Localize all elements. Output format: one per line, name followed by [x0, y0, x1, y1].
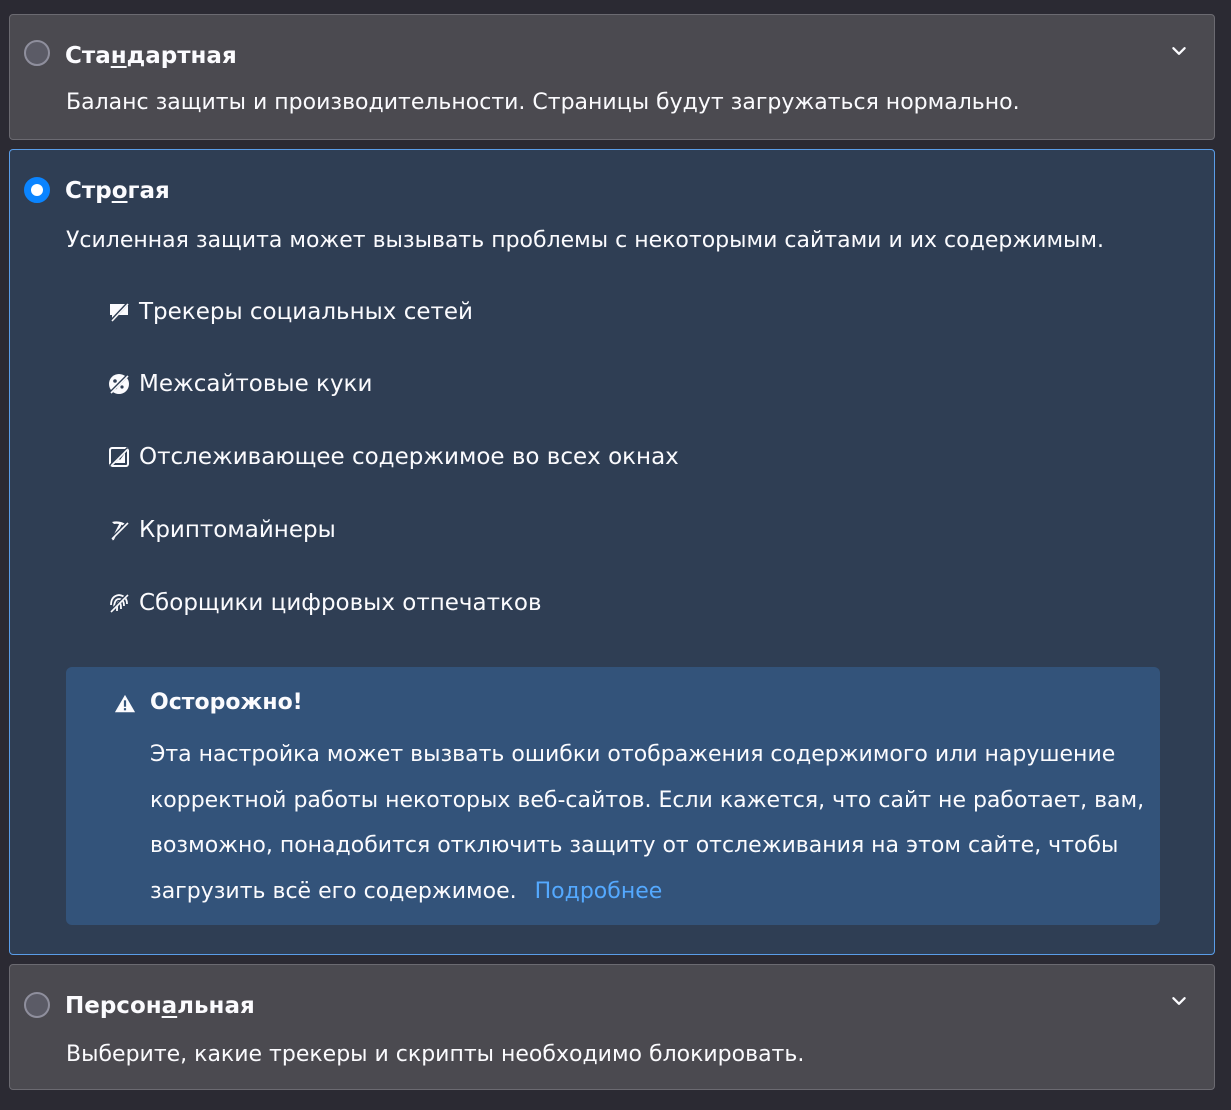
warning-icon: [114, 693, 136, 715]
learn-more-link[interactable]: Подробнее: [534, 878, 663, 904]
feature-tracking-content: Отслеживающее содержимое во всех окнах: [107, 442, 679, 472]
strict-description: Усиленная защита может вызывать проблемы с некоторыми сайтами и их содержимым.: [66, 228, 1104, 253]
strict-title: Строгая: [65, 178, 170, 204]
feature-cryptominers: Криптомайнеры: [107, 515, 336, 545]
custom-radio[interactable]: [24, 992, 50, 1018]
standard-description: Баланс защиты и производительности. Страницы будут загружаться нормально.: [66, 90, 1020, 115]
chevron-down-icon[interactable]: [1170, 42, 1188, 60]
social-tracker-icon: [107, 300, 131, 324]
feature-cross-site-cookies: Межсайтовые куки: [107, 369, 372, 399]
option-strict[interactable]: [9, 149, 1215, 955]
fingerprinter-icon: [107, 591, 131, 615]
feature-social-trackers: Трекеры социальных сетей: [107, 297, 473, 327]
cryptominer-icon: [107, 518, 131, 542]
custom-title: Персональная: [65, 993, 255, 1019]
feature-fingerprinters: Сборщики цифровых отпечатков: [107, 588, 542, 618]
option-custom[interactable]: [9, 964, 1215, 1090]
cookie-icon: [107, 372, 131, 396]
strict-radio[interactable]: [24, 177, 50, 203]
standard-radio[interactable]: [24, 40, 50, 66]
warning-body: Эта настройка может вызвать ошибки отображения содержимого или нарушение корректной работы некоторых веб-сайтов. Если кажется, что сайт не работает, вам, возможно, понадобится отключить защиту от отслеживания на этом сайте, чтобы загрузить всё его содержимое. Подробнее: [150, 742, 1145, 904]
custom-description: Выберите, какие трекеры и скрипты необходимо блокировать.: [66, 1042, 805, 1067]
standard-title: Стандартная: [65, 43, 237, 69]
option-standard[interactable]: [9, 14, 1215, 140]
tracking-content-icon: [107, 445, 131, 469]
warning-title: Осторожно!: [150, 690, 303, 715]
chevron-down-icon[interactable]: [1170, 992, 1188, 1010]
warning-box: [66, 667, 1160, 925]
